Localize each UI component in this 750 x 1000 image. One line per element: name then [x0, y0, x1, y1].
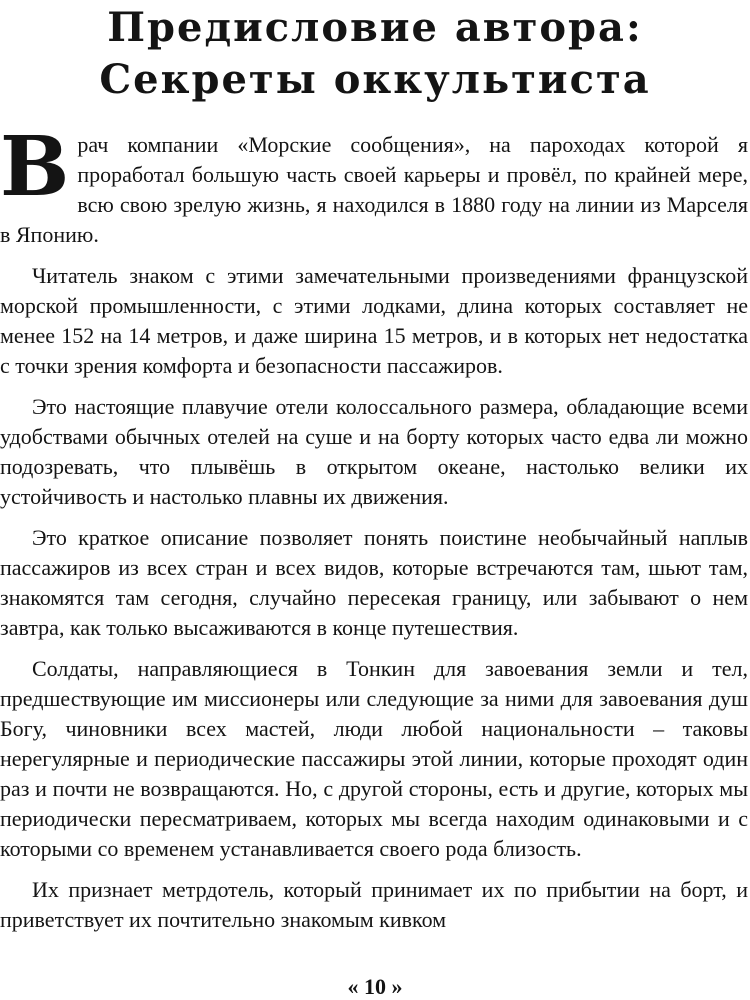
paragraph-1-text: рач компании «Морские сообщения», на пароходах которой я проработал большую часть своей карьеры и провёл, по крайней мере, всю свою зрелую жизнь, я находился в 1880 году на линии из Марселя в Японию.	[0, 132, 748, 247]
chapter-title	[0, 2, 750, 106]
paragraph-1	[0, 119, 748, 250]
chapter-title-line-1: Предисловие автора:	[107, 4, 643, 51]
body-text	[0, 119, 748, 946]
paragraph-2: Читатель знаком с этими замечательными произведениями французской морской промышленности, с этими лодками, длина которых составляет не менее 152 на 14 метров, и даже ширина 15 метров, и в которых нет недостатка с точки зрения комфорта и безопасности пассажиров.	[0, 263, 748, 378]
paragraph-6: Их признает метрдотель, который принимает их по прибытии на борт, и приветствует их почтительно знакомым кивком	[0, 877, 748, 932]
chapter-title-line-2: Секреты оккультиста	[99, 56, 651, 103]
paragraph-3: Это настоящие плавучие отели колоссального размера, обладающие всеми удобствами обычных отелей на суше и на борту которых часто едва ли можно подозревать, что плывёшь в открытом океане, настолько велики их устойчивость и настолько плавны их движения.	[0, 394, 748, 509]
paragraph-4: Это краткое описание позволяет понять поистине необычайный наплыв пассажиров из всех стран и всех видов, которые встречаются там, шьют там, знакомятся там сегодня, случайно пересекая границу, или забывают о нем завтра, как только высаживаются в конце путешествия.	[0, 525, 748, 640]
drop-cap: В	[0, 119, 70, 215]
page-number: « 10 »	[347, 974, 403, 999]
paragraph-5: Солдаты, направляющиеся в Тонкин для завоевания земли и тел, предшествующие им миссионеры или следующие за ними для завоевания душ Богу, чиновники всех мастей, люди любой национальности – таковы нерегулярные и периодические пассажиры этой линии, которые проходят один раз и почти не возвращаются. Но, с другой стороны, есть и другие, которых мы периодически пересматриваем, которых мы всегда находим одинаковыми и с которыми со временем устанавливается своего рода близость.	[0, 656, 748, 861]
